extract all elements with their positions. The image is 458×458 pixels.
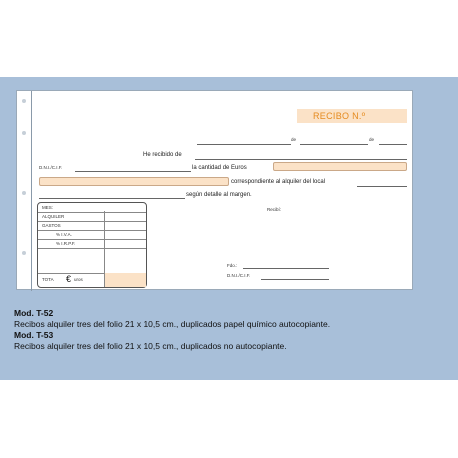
- fdo-label: Fdo.:: [227, 263, 238, 268]
- perforation-line: [31, 91, 32, 291]
- receipt-number-box: [297, 109, 407, 123]
- recibi-label: Recibí:: [267, 207, 282, 212]
- model-2-description: Recibos alquiler tres del folio 21 x 10,5 cm., duplicados no autocopiante.: [14, 341, 287, 351]
- de-label-2: de: [369, 137, 375, 142]
- euro-icon: €: [66, 274, 72, 284]
- recibido-de-label: He recibido de: [143, 152, 182, 158]
- date-line-3: [379, 144, 407, 145]
- amount-field[interactable]: [273, 162, 407, 171]
- mes-label: MES:: [42, 205, 54, 210]
- row-alquiler-label: ALQUILER: [42, 214, 65, 219]
- model-1-description: Recibos alquiler tres del folio 21 x 10,5 cm., duplicados papel químico autocopiante.: [14, 319, 331, 329]
- binding-hole: [22, 191, 26, 195]
- euros-label: uros: [74, 277, 83, 282]
- receipt-form: [16, 90, 413, 290]
- binding-hole: [22, 251, 26, 255]
- amount-words-field[interactable]: [39, 177, 229, 186]
- total-field[interactable]: [104, 273, 146, 287]
- row-gastos-label: GASTOS: [42, 223, 61, 228]
- cantidad-label: la cantidad de Euros: [192, 165, 247, 171]
- total-label: TOTA: [42, 277, 54, 282]
- signer-dni-label: D.N.I./C.I.F.: [227, 273, 251, 278]
- table-divider: [38, 221, 146, 222]
- signer-dni-line: [261, 279, 329, 280]
- local-line: [357, 186, 407, 187]
- dni-cif-line: [75, 171, 191, 172]
- receipt-title: RECIBO N.º: [313, 111, 366, 121]
- signature-line: [243, 268, 329, 269]
- de-label-1: de: [291, 137, 297, 142]
- model-1-label: Mod. T-52: [14, 308, 54, 318]
- binding-hole: [22, 99, 26, 103]
- table-divider: [38, 230, 146, 231]
- correspondiente-label: correspondiente al alquiler del local: [231, 179, 326, 185]
- table-divider: [38, 239, 146, 240]
- recibido-de-line: [195, 159, 407, 160]
- table-divider: [38, 248, 146, 249]
- detalle-label: según detalle al margen.: [186, 192, 252, 198]
- date-line-2: [300, 144, 368, 145]
- row-irpf-label: % I.R.P.F.: [56, 241, 76, 246]
- row-iva-label: % I.V.A.: [56, 232, 72, 237]
- detalle-line: [39, 198, 185, 199]
- date-line-1: [197, 144, 291, 145]
- breakdown-table: [37, 202, 147, 288]
- model-2-label: Mod. T-53: [14, 330, 54, 340]
- table-divider: [38, 212, 146, 213]
- dni-cif-label: D.N.I./C.I.F.: [39, 165, 63, 170]
- binding-hole: [22, 131, 26, 135]
